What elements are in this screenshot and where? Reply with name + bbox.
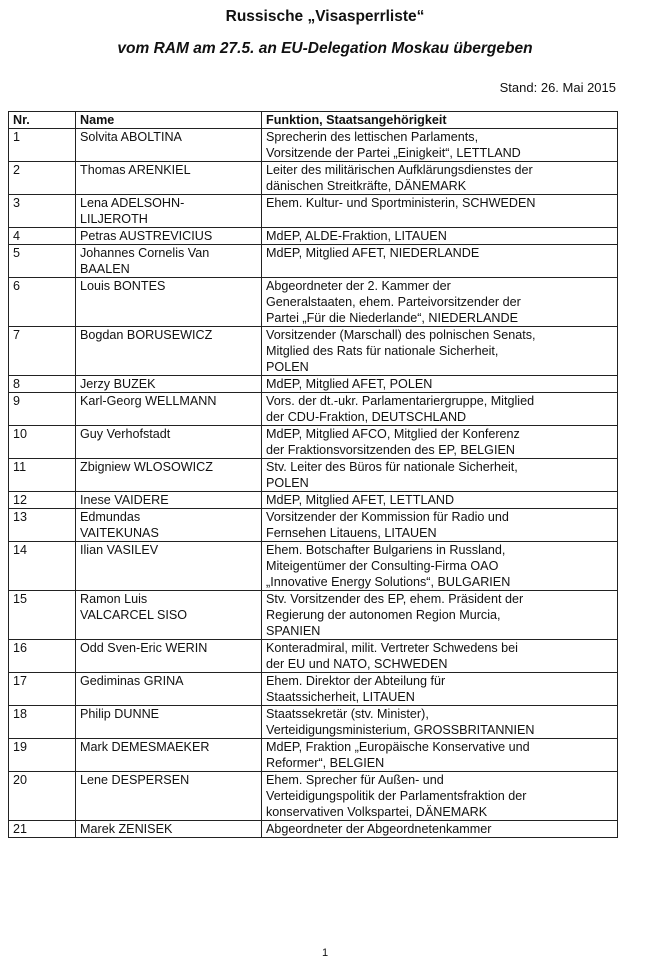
cell-name: Jerzy BUZEK [76, 376, 262, 393]
table-row [9, 542, 618, 591]
cell-name: Odd Sven-Eric WERIN [76, 640, 262, 673]
cell-name: Gediminas GRINA [76, 673, 262, 706]
cell-funktion: MdEP, Mitglied AFCO, Mitglied der Konferenz der Fraktionsvorsitzenden des EP, BELGIEN [262, 426, 618, 459]
cell-nr: 20 [9, 772, 76, 821]
column-header-nr: Nr. [9, 112, 76, 129]
cell-nr: 16 [9, 640, 76, 673]
cell-nr: 4 [9, 228, 76, 245]
cell-name: Solvita ABOLTINA [76, 129, 262, 162]
cell-nr: 9 [9, 393, 76, 426]
cell-nr: 8 [9, 376, 76, 393]
cell-name: Mark DEMESMAEKER [76, 739, 262, 772]
table-row [9, 195, 618, 228]
cell-name: Lene DESPERSEN [76, 772, 262, 821]
cell-funktion: Ehem. Botschafter Bulgariens in Russland, Miteigentümer der Consulting-Firma OAO „Innovative Energy Solutions“, BULGARIEN [262, 542, 618, 591]
table-row [9, 426, 618, 459]
cell-funktion: Vorsitzender (Marschall) des polnischen Senats, Mitglied des Rats für nationale Sicherheit, POLEN [262, 327, 618, 376]
cell-funktion: MdEP, Mitglied AFET, POLEN [262, 376, 618, 393]
table-header-row [9, 112, 618, 129]
cell-nr: 12 [9, 492, 76, 509]
cell-funktion: Abgeordneter der 2. Kammer der Generalstaaten, ehem. Parteivorsitzender der Partei „Für die Niederlande“, NIEDERLANDE [262, 278, 618, 327]
cell-funktion: Stv. Vorsitzender des EP, ehem. Präsident der Regierung der autonomen Region Murcia, SPANIEN [262, 591, 618, 640]
cell-funktion: Ehem. Direktor der Abteilung für Staatssicherheit, LITAUEN [262, 673, 618, 706]
table-row [9, 376, 618, 393]
cell-name: Petras AUSTREVICIUS [76, 228, 262, 245]
cell-funktion: MdEP, Mitglied AFET, LETTLAND [262, 492, 618, 509]
cell-funktion: Stv. Leiter des Büros für nationale Sicherheit, POLEN [262, 459, 618, 492]
cell-nr: 18 [9, 706, 76, 739]
page-number: 1 [321, 947, 329, 959]
table-row [9, 640, 618, 673]
cell-nr: 15 [9, 591, 76, 640]
table-row [9, 228, 618, 245]
document-title: Russische „Visasperrliste“ [225, 8, 425, 25]
cell-name: Guy Verhofstadt [76, 426, 262, 459]
cell-funktion: Sprecherin des lettischen Parlaments, Vorsitzende der Partei „Einigkeit“, LETTLAND [262, 129, 618, 162]
table-row [9, 162, 618, 195]
table-row [9, 821, 618, 838]
cell-funktion: Konteradmiral, milit. Vertreter Schwedens bei der EU und NATO, SCHWEDEN [262, 640, 618, 673]
table-row [9, 245, 618, 278]
table-row [9, 492, 618, 509]
cell-name: Zbigniew WLOSOWICZ [76, 459, 262, 492]
document-date: Stand: 26. Mai 2015 [499, 80, 616, 95]
cell-funktion: MdEP, ALDE-Fraktion, LITAUEN [262, 228, 618, 245]
table-row [9, 772, 618, 821]
cell-name: Edmundas VAITEKUNAS [76, 509, 262, 542]
cell-name: Marek ZENISEK [76, 821, 262, 838]
cell-funktion: Vorsitzender der Kommission für Radio und Fernsehen Litauens, LITAUEN [262, 509, 618, 542]
cell-nr: 7 [9, 327, 76, 376]
cell-name: Johannes Cornelis Van BAALEN [76, 245, 262, 278]
cell-funktion: Ehem. Kultur- und Sportministerin, SCHWEDEN [262, 195, 618, 228]
visa-ban-table [8, 111, 618, 838]
table-row [9, 459, 618, 492]
cell-name: Thomas ARENKIEL [76, 162, 262, 195]
table-row [9, 278, 618, 327]
cell-name: Bogdan BORUSEWICZ [76, 327, 262, 376]
column-header-funktion: Funktion, Staatsangehörigkeit [262, 112, 618, 129]
table-row [9, 739, 618, 772]
cell-nr: 5 [9, 245, 76, 278]
cell-name: Inese VAIDERE [76, 492, 262, 509]
cell-nr: 13 [9, 509, 76, 542]
cell-nr: 10 [9, 426, 76, 459]
cell-funktion: Vors. der dt.-ukr. Parlamentariergruppe, Mitglied der CDU-Fraktion, DEUTSCHLAND [262, 393, 618, 426]
cell-funktion: MdEP, Fraktion „Europäische Konservative und Reformer“, BELGIEN [262, 739, 618, 772]
cell-funktion: Leiter des militärischen Aufklärungsdienstes der dänischen Streitkräfte, DÄNEMARK [262, 162, 618, 195]
cell-nr: 14 [9, 542, 76, 591]
cell-funktion: Abgeordneter der Abgeordnetenkammer [262, 821, 618, 838]
document-subtitle: vom RAM am 27.5. an EU-Delegation Moskau übergeben [117, 40, 533, 57]
cell-name: Lena ADELSOHN- LILJEROTH [76, 195, 262, 228]
table-row [9, 327, 618, 376]
cell-nr: 21 [9, 821, 76, 838]
table-row [9, 509, 618, 542]
cell-name: Ilian VASILEV [76, 542, 262, 591]
cell-name: Ramon Luis VALCARCEL SISO [76, 591, 262, 640]
cell-name: Karl-Georg WELLMANN [76, 393, 262, 426]
cell-funktion: Ehem. Sprecher für Außen- und Verteidigungspolitik der Parlamentsfraktion der konservativen Volkspartei, DÄNEMARK [262, 772, 618, 821]
cell-nr: 17 [9, 673, 76, 706]
cell-name: Louis BONTES [76, 278, 262, 327]
table-row [9, 591, 618, 640]
table-row [9, 673, 618, 706]
cell-nr: 2 [9, 162, 76, 195]
cell-nr: 6 [9, 278, 76, 327]
table-body [9, 129, 618, 838]
table-row [9, 706, 618, 739]
cell-nr: 11 [9, 459, 76, 492]
cell-nr: 3 [9, 195, 76, 228]
cell-funktion: Staatssekretär (stv. Minister), Verteidigungsministerium, GROSSBRITANNIEN [262, 706, 618, 739]
cell-name: Philip DUNNE [76, 706, 262, 739]
cell-nr: 1 [9, 129, 76, 162]
cell-nr: 19 [9, 739, 76, 772]
column-header-name: Name [76, 112, 262, 129]
cell-funktion: MdEP, Mitglied AFET, NIEDERLANDE [262, 245, 618, 278]
table-row [9, 129, 618, 162]
table-row [9, 393, 618, 426]
